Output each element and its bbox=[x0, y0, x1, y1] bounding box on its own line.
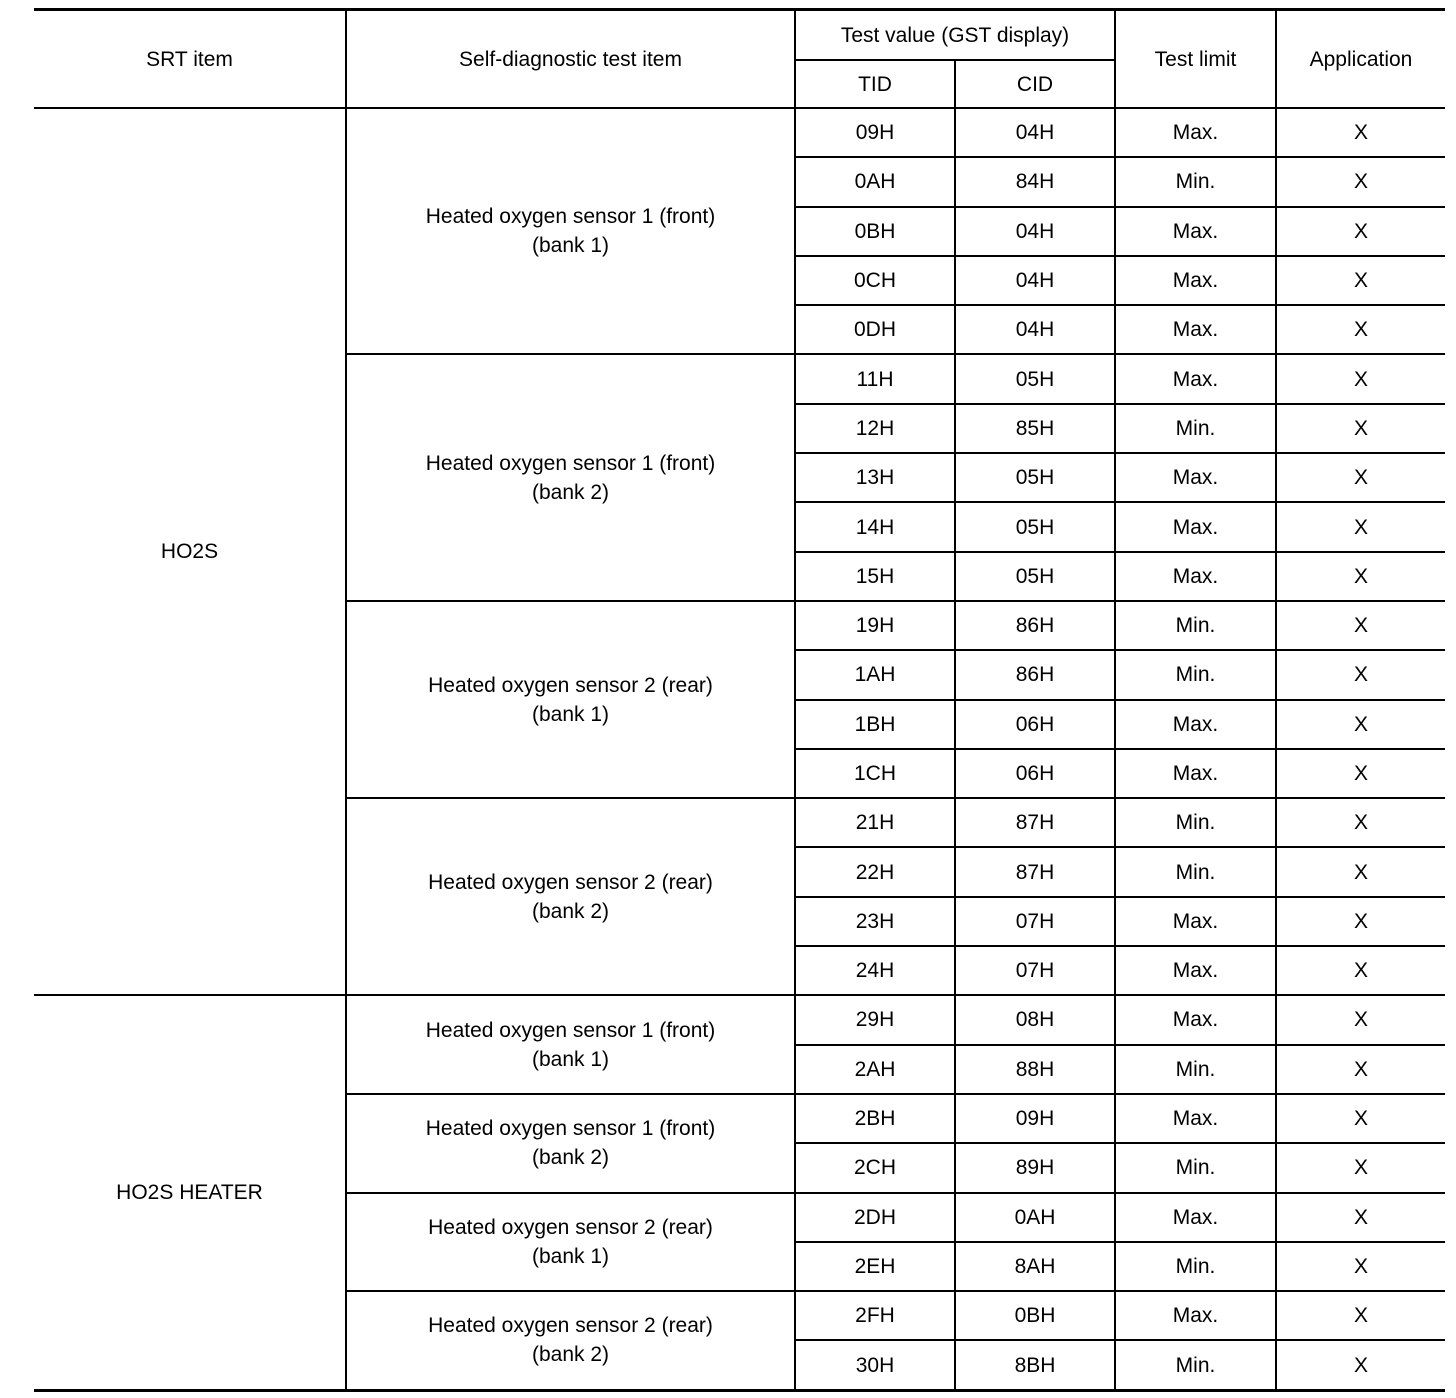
cid-cell: 0AH bbox=[955, 1193, 1115, 1242]
application-cell: X bbox=[1276, 1094, 1445, 1143]
application-cell: X bbox=[1276, 1193, 1445, 1242]
self-diagnostic-item-cell bbox=[346, 108, 795, 354]
self-diagnostic-item-line: (bank 2) bbox=[531, 1146, 610, 1170]
table-row bbox=[34, 108, 1445, 157]
srt-item-cell: HO2S bbox=[34, 108, 346, 995]
self-diagnostic-item-line: Heated oxygen sensor 2 (rear) bbox=[428, 1215, 713, 1239]
header-cid: CID bbox=[955, 60, 1115, 108]
test-limit-cell: Max. bbox=[1115, 897, 1276, 946]
application-cell: X bbox=[1276, 897, 1445, 946]
self-diagnostic-item-line: (bank 1) bbox=[531, 702, 610, 726]
application-cell: X bbox=[1276, 946, 1445, 995]
tid-cell: 2EH bbox=[795, 1242, 955, 1291]
application-cell: X bbox=[1276, 108, 1445, 157]
tid-cell: 2CH bbox=[795, 1143, 955, 1192]
header-test-limit: Test limit bbox=[1115, 10, 1276, 109]
application-cell: X bbox=[1276, 157, 1445, 206]
tid-cell: 15H bbox=[795, 552, 955, 601]
tid-cell: 2BH bbox=[795, 1094, 955, 1143]
self-diagnostic-item-line: (bank 1) bbox=[531, 1244, 610, 1268]
test-limit-cell: Max. bbox=[1115, 502, 1276, 551]
test-limit-cell: Min. bbox=[1115, 1242, 1276, 1291]
self-diagnostic-item-cell bbox=[346, 798, 795, 995]
cid-cell: 05H bbox=[955, 354, 1115, 403]
tid-cell: 24H bbox=[795, 946, 955, 995]
test-limit-cell: Max. bbox=[1115, 552, 1276, 601]
header-srt-item: SRT item bbox=[34, 10, 346, 109]
self-diagnostic-item-line: (bank 1) bbox=[531, 1047, 610, 1071]
cid-cell: 09H bbox=[955, 1094, 1115, 1143]
test-limit-cell: Min. bbox=[1115, 847, 1276, 896]
application-cell: X bbox=[1276, 798, 1445, 847]
tid-cell: 0CH bbox=[795, 256, 955, 305]
test-limit-cell: Min. bbox=[1115, 1143, 1276, 1192]
application-cell: X bbox=[1276, 404, 1445, 453]
self-diagnostic-item-cell bbox=[346, 1291, 795, 1390]
application-cell: X bbox=[1276, 1291, 1445, 1340]
test-limit-cell: Min. bbox=[1115, 601, 1276, 650]
header-self-diagnostic: Self-diagnostic test item bbox=[346, 10, 795, 109]
tid-cell: 0DH bbox=[795, 305, 955, 354]
tid-cell: 12H bbox=[795, 404, 955, 453]
cid-cell: 86H bbox=[955, 601, 1115, 650]
cid-cell: 8AH bbox=[955, 1242, 1115, 1291]
cid-cell: 08H bbox=[955, 995, 1115, 1044]
cid-cell: 05H bbox=[955, 453, 1115, 502]
application-cell: X bbox=[1276, 847, 1445, 896]
test-limit-cell: Max. bbox=[1115, 946, 1276, 995]
application-cell: X bbox=[1276, 995, 1445, 1044]
header-tid: TID bbox=[795, 60, 955, 108]
srt-test-table bbox=[34, 8, 1445, 1392]
test-limit-cell: Min. bbox=[1115, 650, 1276, 699]
tid-cell: 1AH bbox=[795, 650, 955, 699]
tid-cell: 13H bbox=[795, 453, 955, 502]
application-cell: X bbox=[1276, 305, 1445, 354]
srt-item-cell: HO2S HEATER bbox=[34, 995, 346, 1390]
header-test-value: Test value (GST display) bbox=[795, 10, 1115, 61]
self-diagnostic-item-line: Heated oxygen sensor 1 (front) bbox=[425, 205, 716, 229]
tid-cell: 0AH bbox=[795, 157, 955, 206]
tid-cell: 11H bbox=[795, 354, 955, 403]
tid-cell: 2DH bbox=[795, 1193, 955, 1242]
application-cell: X bbox=[1276, 354, 1445, 403]
self-diagnostic-item-cell bbox=[346, 995, 795, 1094]
tid-cell: 09H bbox=[795, 108, 955, 157]
application-cell: X bbox=[1276, 601, 1445, 650]
application-cell: X bbox=[1276, 1045, 1445, 1094]
cid-cell: 84H bbox=[955, 157, 1115, 206]
cid-cell: 87H bbox=[955, 847, 1115, 896]
application-cell: X bbox=[1276, 453, 1445, 502]
self-diagnostic-item-cell bbox=[346, 1094, 795, 1193]
application-cell: X bbox=[1276, 502, 1445, 551]
cid-cell: 07H bbox=[955, 897, 1115, 946]
test-limit-cell: Min. bbox=[1115, 404, 1276, 453]
test-limit-cell: Max. bbox=[1115, 700, 1276, 749]
table-row bbox=[34, 995, 1445, 1044]
self-diagnostic-item-line: Heated oxygen sensor 1 (front) bbox=[425, 1018, 716, 1042]
test-limit-cell: Min. bbox=[1115, 1045, 1276, 1094]
cid-cell: 04H bbox=[955, 256, 1115, 305]
cid-cell: 88H bbox=[955, 1045, 1115, 1094]
tid-cell: 22H bbox=[795, 847, 955, 896]
test-limit-cell: Max. bbox=[1115, 1291, 1276, 1340]
self-diagnostic-item-line: (bank 2) bbox=[531, 480, 610, 504]
self-diagnostic-item-line: Heated oxygen sensor 1 (front) bbox=[425, 1117, 716, 1141]
test-limit-cell: Min. bbox=[1115, 798, 1276, 847]
test-limit-cell: Max. bbox=[1115, 305, 1276, 354]
cid-cell: 89H bbox=[955, 1143, 1115, 1192]
tid-cell: 1CH bbox=[795, 749, 955, 798]
self-diagnostic-item-line: Heated oxygen sensor 1 (front) bbox=[425, 451, 716, 475]
tid-cell: 0BH bbox=[795, 207, 955, 256]
application-cell: X bbox=[1276, 256, 1445, 305]
tid-cell: 21H bbox=[795, 798, 955, 847]
tid-cell: 14H bbox=[795, 502, 955, 551]
test-limit-cell: Max. bbox=[1115, 207, 1276, 256]
self-diagnostic-item-cell bbox=[346, 601, 795, 798]
tid-cell: 29H bbox=[795, 995, 955, 1044]
cid-cell: 04H bbox=[955, 207, 1115, 256]
cid-cell: 06H bbox=[955, 749, 1115, 798]
self-diagnostic-item-line: Heated oxygen sensor 2 (rear) bbox=[428, 870, 713, 894]
tid-cell: 2AH bbox=[795, 1045, 955, 1094]
test-limit-cell: Max. bbox=[1115, 749, 1276, 798]
self-diagnostic-item-line: Heated oxygen sensor 2 (rear) bbox=[428, 1314, 713, 1338]
cid-cell: 04H bbox=[955, 305, 1115, 354]
cid-cell: 87H bbox=[955, 798, 1115, 847]
application-cell: X bbox=[1276, 749, 1445, 798]
header-application: Application bbox=[1276, 10, 1445, 109]
cid-cell: 86H bbox=[955, 650, 1115, 699]
self-diagnostic-item-line: (bank 2) bbox=[531, 899, 610, 923]
test-limit-cell: Min. bbox=[1115, 157, 1276, 206]
cid-cell: 07H bbox=[955, 946, 1115, 995]
application-cell: X bbox=[1276, 700, 1445, 749]
cid-cell: 85H bbox=[955, 404, 1115, 453]
self-diagnostic-item-line: Heated oxygen sensor 2 (rear) bbox=[428, 673, 713, 697]
tid-cell: 30H bbox=[795, 1340, 955, 1390]
cid-cell: 8BH bbox=[955, 1340, 1115, 1390]
application-cell: X bbox=[1276, 1340, 1445, 1390]
test-limit-cell: Max. bbox=[1115, 108, 1276, 157]
tid-cell: 19H bbox=[795, 601, 955, 650]
application-cell: X bbox=[1276, 1242, 1445, 1291]
cid-cell: 05H bbox=[955, 552, 1115, 601]
self-diagnostic-item-cell bbox=[346, 354, 795, 600]
test-limit-cell: Max. bbox=[1115, 995, 1276, 1044]
test-limit-cell: Max. bbox=[1115, 256, 1276, 305]
test-limit-cell: Max. bbox=[1115, 1094, 1276, 1143]
application-cell: X bbox=[1276, 552, 1445, 601]
test-limit-cell: Min. bbox=[1115, 1340, 1276, 1390]
self-diagnostic-item-cell bbox=[346, 1193, 795, 1292]
application-cell: X bbox=[1276, 650, 1445, 699]
cid-cell: 0BH bbox=[955, 1291, 1115, 1340]
tid-cell: 23H bbox=[795, 897, 955, 946]
test-limit-cell: Max. bbox=[1115, 1193, 1276, 1242]
test-limit-cell: Max. bbox=[1115, 354, 1276, 403]
cid-cell: 04H bbox=[955, 108, 1115, 157]
application-cell: X bbox=[1276, 207, 1445, 256]
tid-cell: 2FH bbox=[795, 1291, 955, 1340]
tid-cell: 1BH bbox=[795, 700, 955, 749]
self-diagnostic-item-line: (bank 2) bbox=[531, 1343, 610, 1367]
cid-cell: 05H bbox=[955, 502, 1115, 551]
self-diagnostic-item-line: (bank 1) bbox=[531, 234, 610, 258]
test-limit-cell: Max. bbox=[1115, 453, 1276, 502]
cid-cell: 06H bbox=[955, 700, 1115, 749]
application-cell: X bbox=[1276, 1143, 1445, 1192]
